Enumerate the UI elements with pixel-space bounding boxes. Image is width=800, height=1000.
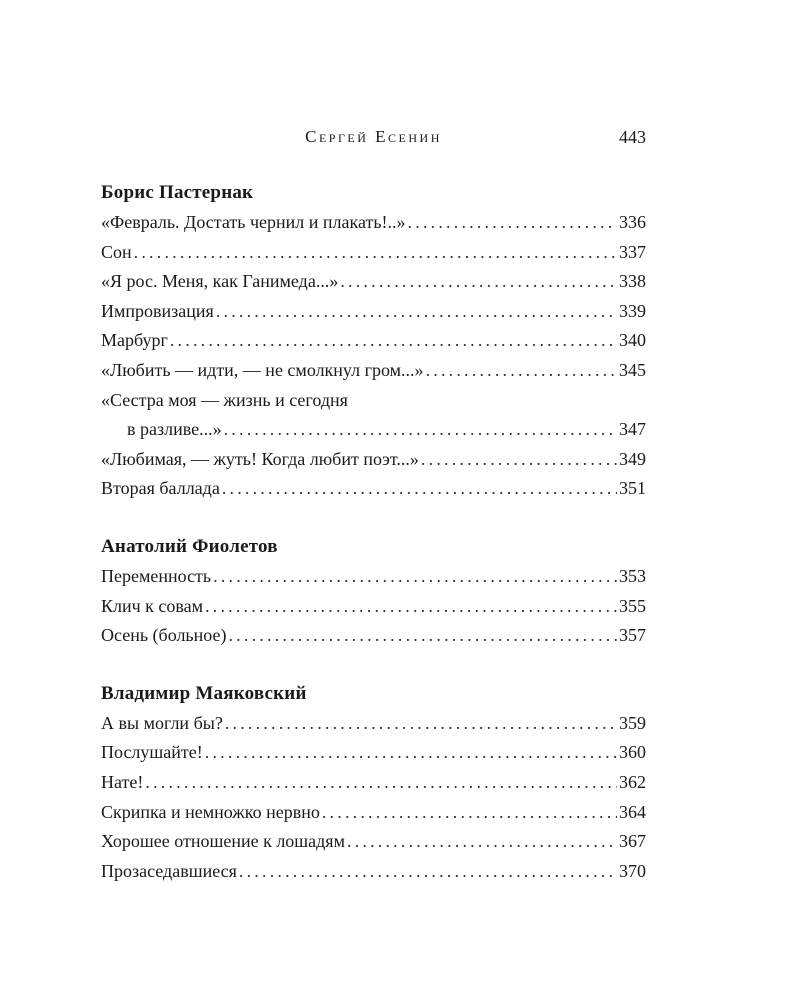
toc-entry	[101, 798, 646, 828]
toc-entry	[101, 445, 646, 475]
page-number: 443	[619, 127, 646, 147]
entry-page: 336	[619, 212, 646, 232]
entry-page: 364	[619, 801, 646, 822]
entry-title: Клич к совам	[101, 595, 204, 616]
toc-entry	[101, 297, 646, 327]
entry-title-line2: в разливе...»	[127, 419, 222, 440]
entry-page: 355	[619, 595, 646, 616]
entry-title: Переменность	[101, 565, 212, 586]
toc-page	[101, 125, 646, 913]
entry-title: Марбург	[101, 330, 168, 351]
entry-title: Послушайте!	[101, 742, 203, 763]
entry-title: Сон	[101, 241, 132, 262]
running-head-title: Сергей Есенин	[305, 127, 442, 146]
entry-page: 337	[619, 241, 646, 262]
dot-leader	[421, 445, 617, 475]
entry-title: Импровизация	[101, 300, 214, 321]
toc-entry	[101, 592, 646, 622]
entry-page: 360	[619, 742, 646, 763]
toc-entry	[101, 768, 646, 798]
section-author: Борис Пастернак	[101, 182, 254, 203]
toc-entry	[101, 356, 646, 386]
entry-page: 338	[619, 271, 646, 292]
dot-leader	[205, 592, 617, 622]
dot-leader	[228, 621, 617, 651]
entry-page: 351	[619, 478, 646, 499]
entry-page: 339	[619, 300, 646, 321]
toc-section-fioletov	[101, 531, 646, 651]
entry-title: А вы могли бы?	[101, 712, 223, 733]
entry-title: Хорошее отношение к лошадям	[101, 831, 345, 852]
dot-leader	[225, 709, 617, 739]
dot-leader	[134, 238, 617, 268]
entry-page: 357	[619, 625, 646, 646]
dot-leader	[426, 356, 617, 386]
dot-leader	[170, 326, 617, 356]
entry-title-line1: «Сестра моя — жизнь и сегодня	[101, 389, 348, 410]
dot-leader	[145, 768, 617, 798]
entry-title: Скрипка и немножко нервно	[101, 801, 320, 822]
entry-page: 349	[619, 448, 646, 469]
toc-entry	[101, 474, 646, 504]
entry-page: 353	[619, 565, 646, 586]
toc-entry	[101, 827, 646, 857]
toc-entry	[101, 267, 646, 297]
entry-title: «Февраль. Достать чернил и плакать!..»	[101, 212, 406, 232]
toc-entry	[101, 326, 646, 356]
dot-leader	[347, 827, 617, 857]
toc-entry	[101, 208, 646, 238]
entry-title: Нате!	[101, 771, 144, 792]
entry-page: 359	[619, 712, 646, 733]
toc-section-mayakovsky	[101, 678, 646, 887]
dot-leader	[340, 267, 617, 297]
dot-leader	[216, 297, 617, 327]
toc-section-pasternak	[101, 177, 646, 504]
toc-entry	[101, 621, 646, 651]
dot-leader	[213, 562, 617, 592]
toc-entry	[101, 857, 646, 887]
entry-page: 345	[619, 359, 646, 380]
entry-title: Прозаседавшиеся	[101, 860, 237, 881]
dot-leader	[408, 208, 617, 238]
toc-entry	[101, 562, 646, 592]
entry-page: 362	[619, 771, 646, 792]
toc-entry	[101, 738, 646, 768]
section-author: Анатолий Фиолетов	[101, 535, 278, 557]
dot-leader	[205, 738, 617, 768]
entry-page: 370	[619, 860, 646, 881]
entry-page: 347	[619, 419, 646, 440]
entry-title: Осень (больное)	[101, 625, 227, 646]
toc-entry	[101, 238, 646, 268]
running-head	[101, 125, 646, 157]
dot-leader	[322, 798, 617, 828]
entry-page: 367	[619, 831, 646, 852]
entry-title: «Любимая, — жуть! Когда любит поэт...»	[101, 448, 419, 469]
entry-title: «Любить — идти, — не смолкнул гром...»	[101, 359, 424, 380]
entry-title: «Я рос. Меня, как Ганимеда...»	[101, 271, 339, 292]
dot-leader	[222, 474, 617, 504]
toc-entry	[101, 709, 646, 739]
toc-entry	[101, 415, 646, 445]
dot-leader	[239, 857, 617, 887]
entry-page: 340	[619, 330, 646, 351]
dot-leader	[224, 415, 617, 445]
section-author: Владимир Маяковский	[101, 682, 307, 704]
entry-title: Вторая баллада	[101, 478, 220, 499]
